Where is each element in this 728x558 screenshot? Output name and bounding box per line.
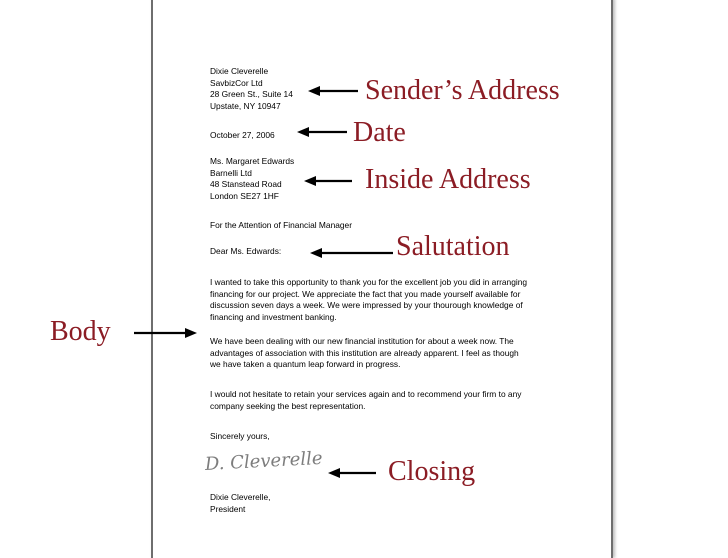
arrow-icon-closing xyxy=(328,468,376,478)
body-line: we have taken a quantum leap forward in progress. xyxy=(210,359,401,370)
body-line: I would not hesitate to retain your services again and to recommend your firm to any xyxy=(210,389,522,399)
arrow-icon-body xyxy=(134,328,197,338)
arrow-icon-date xyxy=(297,127,347,137)
label-body: Body xyxy=(50,316,111,347)
body-line: company seeking the best representation. xyxy=(210,400,366,411)
arrow-icon-sender xyxy=(308,86,358,96)
arrow-icon-salutation xyxy=(310,248,393,258)
sender-line: Upstate, NY 10947 xyxy=(210,100,281,111)
inside-line: Barnelli Ltd xyxy=(210,167,252,178)
body-line: financing and investment banking. xyxy=(210,311,337,322)
inside-line: London SE27 1HF xyxy=(210,190,279,201)
attention-text: For the Attention of Financial Manager xyxy=(210,220,352,230)
label-date: Date xyxy=(353,117,406,148)
label-senders-address: Sender’s Address xyxy=(365,75,560,106)
date-text: October 27, 2006 xyxy=(210,130,275,140)
closing-text: Sincerely yours, xyxy=(210,431,270,441)
arrow-icon-inside xyxy=(304,176,352,186)
body-line: I wanted to take this opportunity to thank you for the excellent job you did in arranging xyxy=(210,277,528,287)
label-salutation: Salutation xyxy=(396,231,510,262)
signer-line: President xyxy=(210,503,246,514)
body-line: advantages of association with this institution are already apparent. I feel as though xyxy=(210,347,519,358)
sender-line: Dixie Cleverelle xyxy=(210,66,269,76)
sender-line: SavbizCor Ltd xyxy=(210,77,263,88)
salutation-text: Dear Ms. Edwards: xyxy=(210,246,282,256)
signature: D. Cleverelle xyxy=(204,447,324,475)
body-line: discussion seven days a week. We were impressed by your thourough knowledge of xyxy=(210,300,523,311)
signer-line: Dixie Cleverelle, xyxy=(210,492,271,502)
inside-line: 48 Stanstead Road xyxy=(210,179,282,190)
label-inside-address: Inside Address xyxy=(365,164,531,195)
inside-line: Ms. Margaret Edwards xyxy=(210,156,295,166)
label-closing: Closing xyxy=(388,456,476,487)
body-line: financing for our project. We appreciate the fact that you made yourself available for xyxy=(210,288,521,299)
body-line: We have been dealing with our new financial institution for about a week now. The xyxy=(210,336,514,346)
sender-line: 28 Green St., Suite 14 xyxy=(210,89,293,100)
